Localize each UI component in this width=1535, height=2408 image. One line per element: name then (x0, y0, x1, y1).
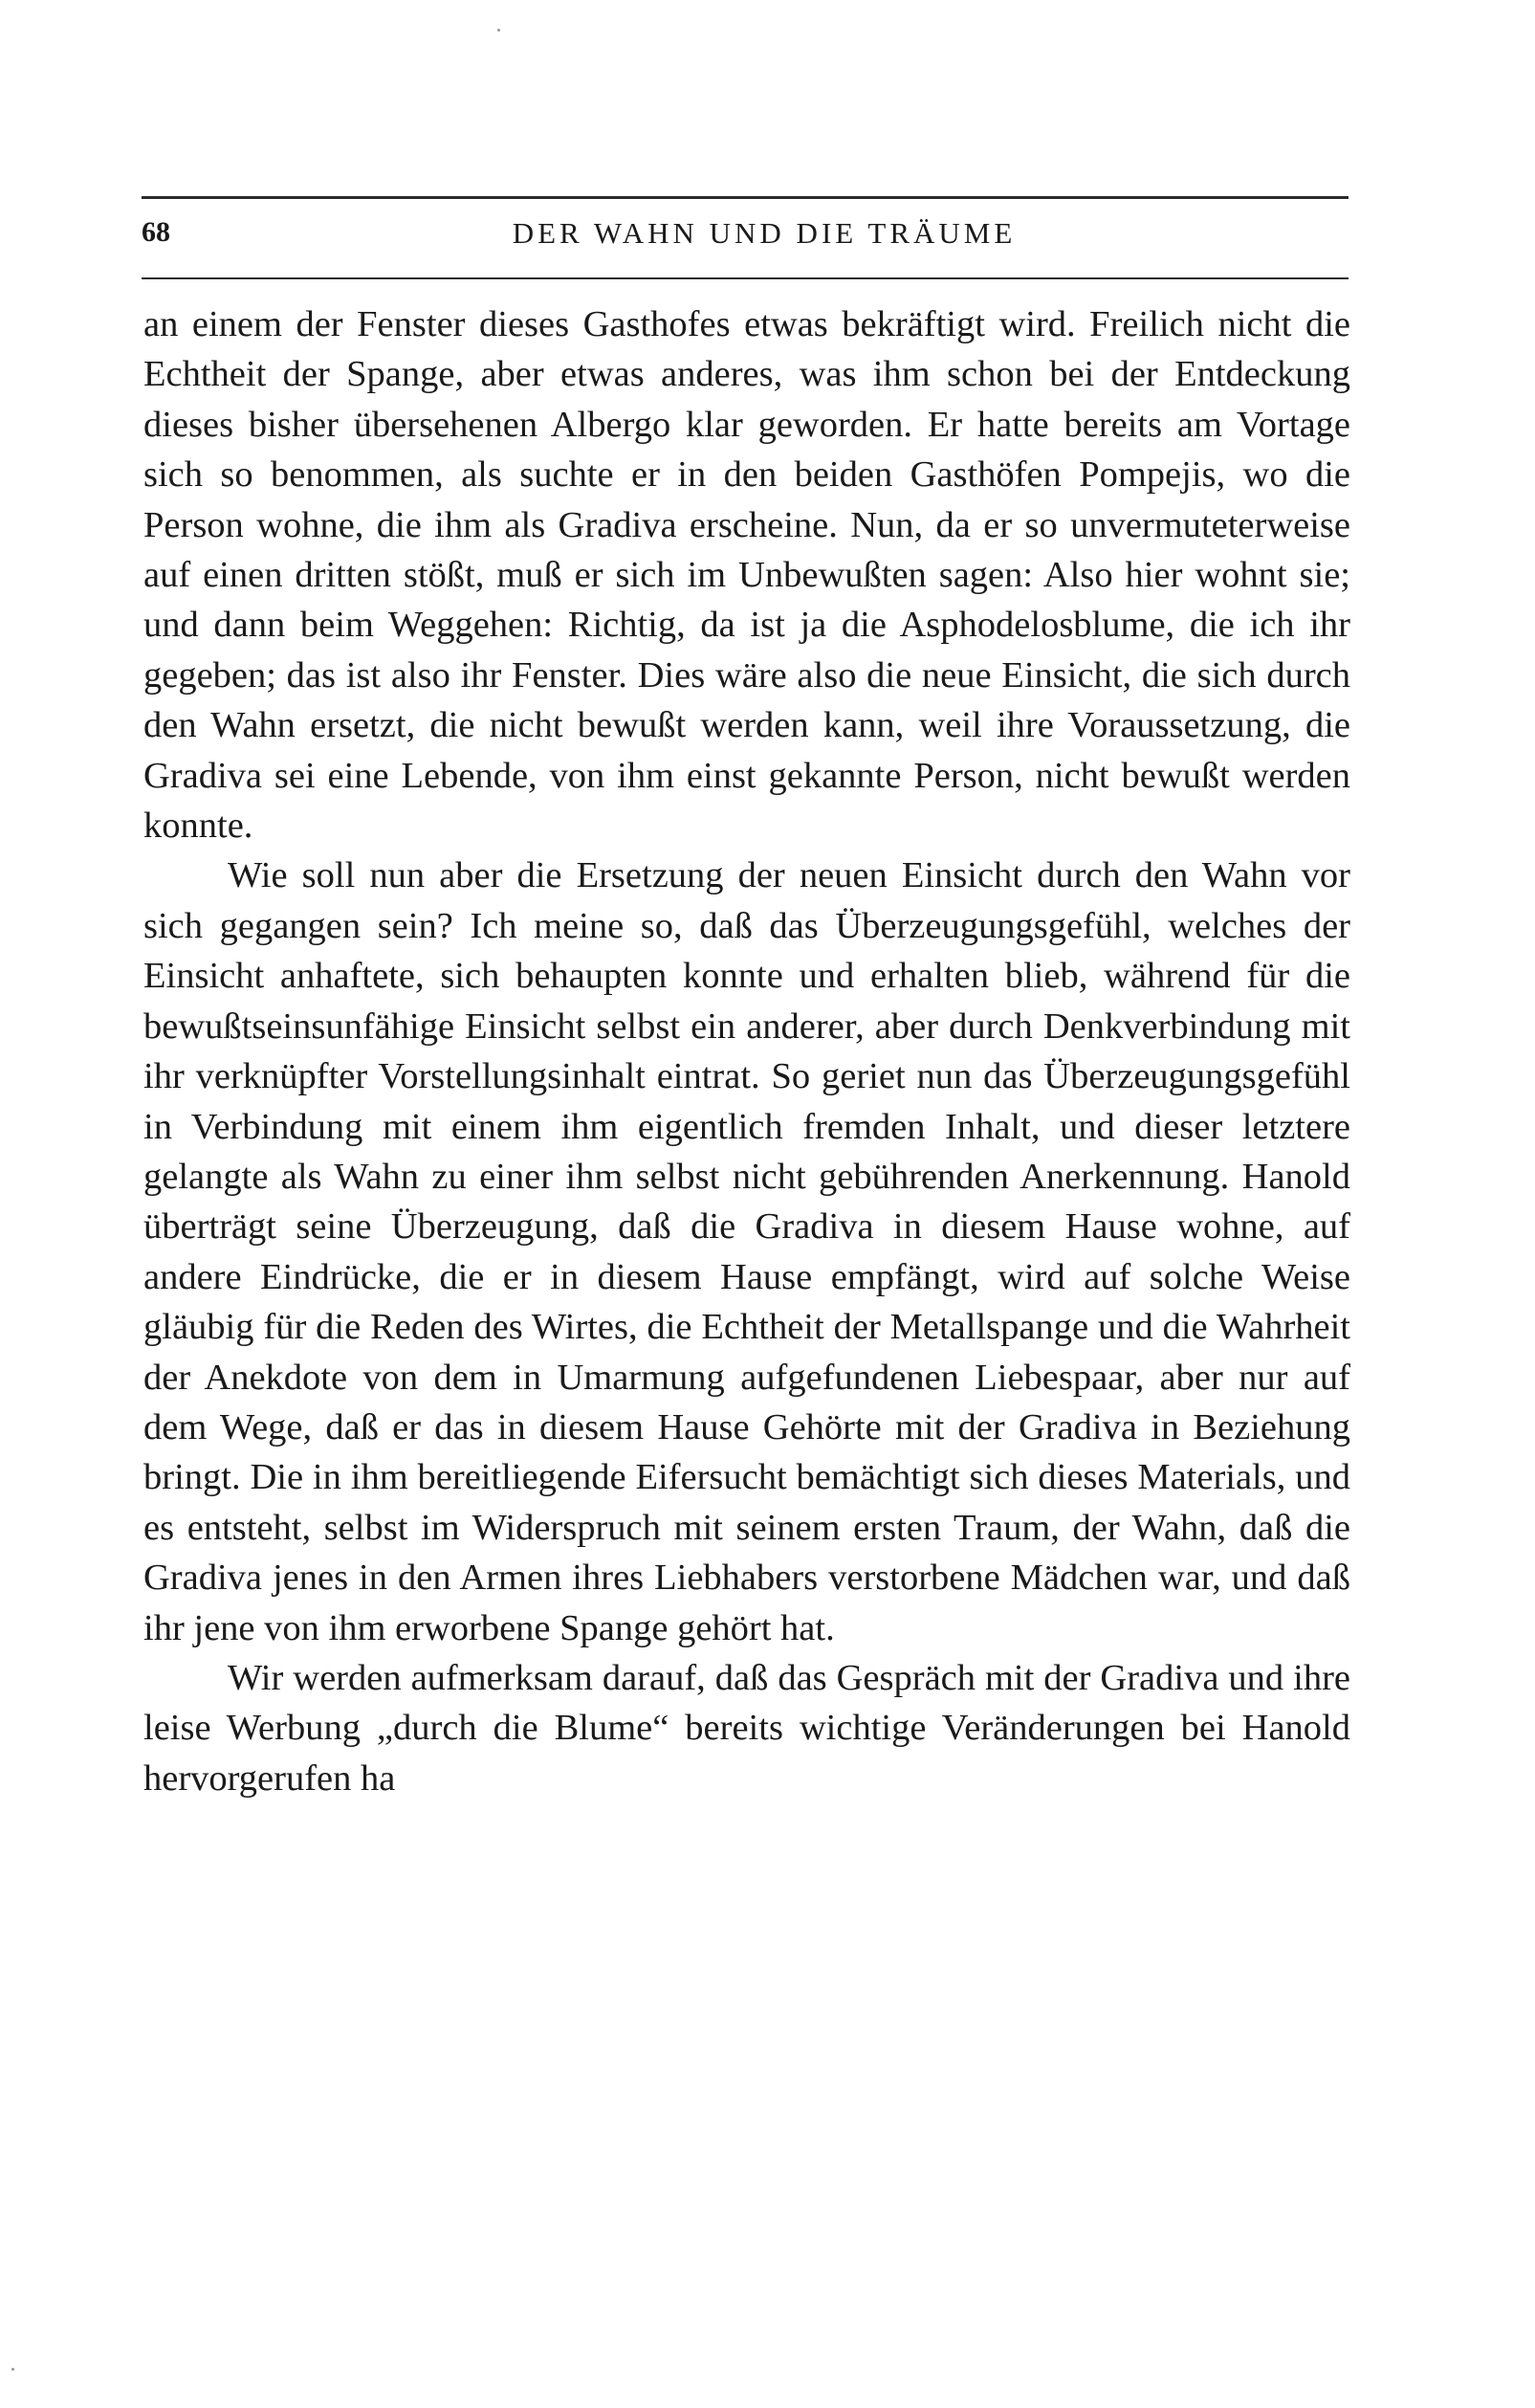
page-number: 68 (142, 216, 170, 248)
body-text (143, 299, 1350, 1803)
paragraph-1: an einem der Fenster dieses Gasthofes etwas bekräftigt wird. Freilich nicht die Echtheit der Spange, aber etwas anderes, was ihm schon bei der Entdeckung dieses bisher übersehenen Albergo klar geworden. Er hatte bereits am Vortage sich so benommen, als suchte er in den beiden Gasthöfen Pompejis, wo die Person wohne, die ihm als Gradiva erscheine. Nun, da er so unvermuteterweise auf einen dritten stößt, muß er sich im Unbewußten sagen: Also hier wohnt sie; und dann beim Weggehen: Richtig, da ist ja die Asphodelosblume, die ich ihr gegeben; das ist also ihr Fenster. Dies wäre also die neue Einsicht, die sich durch den Wahn ersetzt, die nicht bewußt werden kann, weil ihre Voraussetzung, die Gradiva sei eine Lebende, von ihm einst gekannte Person, nicht bewußt werden konnte. (143, 304, 1350, 847)
header-bottom-rule (142, 277, 1349, 279)
paragraph-3: Wir werden aufmerksam darauf, daß das Gespräch mit der Gradiva und ihre leise Werbung „durch die Blume“ bereits wichtige Veränderungen bei Hanold hervorgerufen ha (143, 1657, 1350, 1799)
paper-speck (11, 2368, 14, 2371)
paper-speck (497, 29, 500, 32)
header-top-rule (142, 196, 1349, 199)
page-header (142, 212, 1349, 266)
running-title: DER WAHN UND DIE TRÄUME (512, 216, 1017, 250)
paragraph-2: Wie soll nun aber die Ersetzung der neuen Einsicht durch den Wahn vor sich gegangen sein? Ich meine so, daß das Überzeugungsgefühl, welches der Einsicht anhaftete, sich behaupten konnte und erhalten blieb, während für die bewußtseinsunfähige Einsicht selbst ein anderer, aber durch Denkverbindung mit ihr verknüpfter Vorstellungsinhalt eintrat. So geriet nun das Überzeugungsgefühl in Verbindung mit einem ihm eigentlich fremden Inhalt, und dieser letztere gelangte als Wahn zu einer ihm selbst nicht gebührenden Anerkennung. Hanold überträgt seine Überzeugung, daß die Gradiva in diesem Hause wohne, auf andere Eindrücke, die er in diesem Hause empfängt, wird auf solche Weise gläubig für die Reden des Wirtes, die Echtheit der Metallspange und die Wahrheit der Anekdote von dem in Umarmung aufgefundenen Liebespaar, aber nur auf dem Wege, daß er das in diesem Hause Gehörte mit der Gradiva in Beziehung bringt. Die in ihm bereitliegende Eifersucht bemächtigt sich dieses Materials, und es entsteht, selbst im Widerspruch mit seinem ersten Traum, der Wahn, daß die Gradiva jenes in den Armen ihres Liebhabers verstorbene Mädchen war, und daß ihr jene von ihm erworbene Spange gehört hat. (143, 855, 1350, 1648)
